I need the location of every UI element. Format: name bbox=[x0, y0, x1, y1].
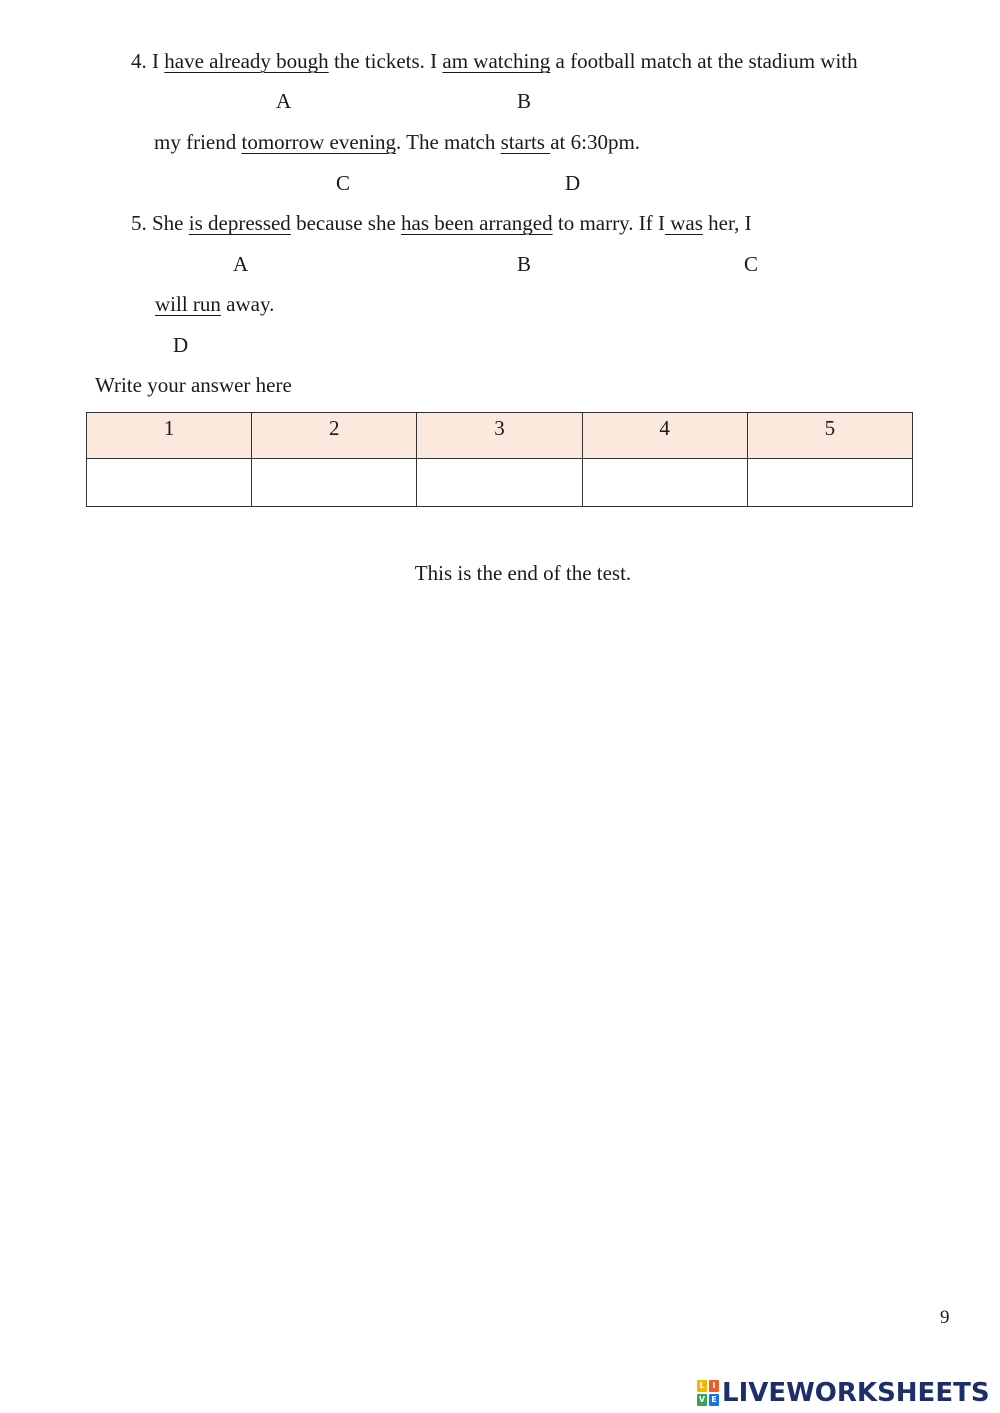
underlined-option-c: tomorrow evening bbox=[241, 130, 397, 154]
answer-table-input-row bbox=[87, 459, 913, 507]
underlined-option-a: have already bough bbox=[164, 49, 329, 73]
logo-text: LIVEWORKSHEETS bbox=[722, 1378, 990, 1408]
sentence-text: at 6:30pm. bbox=[550, 130, 641, 154]
option-letter-b: B bbox=[517, 89, 532, 113]
answer-table bbox=[86, 412, 913, 507]
question-number: 5. bbox=[131, 211, 147, 235]
underlined-option-a: is depressed bbox=[188, 211, 291, 235]
sentence-text: my friend bbox=[154, 130, 242, 154]
logo-mark-letter: I bbox=[709, 1380, 719, 1392]
answer-cell-1[interactable] bbox=[87, 459, 252, 507]
sentence-text: . The match bbox=[396, 130, 501, 154]
underlined-option-d: will run bbox=[155, 292, 221, 316]
option-letter-d: D bbox=[173, 333, 189, 357]
question-number: 4. bbox=[131, 49, 147, 73]
answer-column-header: 5 bbox=[747, 413, 912, 459]
underlined-option-d: starts bbox=[500, 130, 551, 154]
answer-prompt: Write your answer here bbox=[95, 373, 292, 397]
option-letter-a: A bbox=[233, 252, 249, 276]
underlined-option-c: was bbox=[664, 211, 703, 235]
sentence-text: the tickets. I bbox=[328, 49, 443, 73]
sentence-text: a football match at the stadium with bbox=[550, 49, 858, 73]
page-number: 9 bbox=[940, 1307, 950, 1328]
liveworksheets-logo bbox=[697, 1380, 990, 1406]
answer-cell-5[interactable] bbox=[747, 459, 912, 507]
answer-column-header: 2 bbox=[252, 413, 417, 459]
sentence-text: away. bbox=[220, 292, 275, 316]
logo-mark-letter: V bbox=[698, 1395, 706, 1404]
option-letter-b: B bbox=[517, 252, 532, 276]
logo-mark-letter: E bbox=[709, 1394, 719, 1406]
answer-cell-4[interactable] bbox=[582, 459, 747, 507]
option-letter-d: D bbox=[565, 171, 581, 195]
end-of-test-note: This is the end of the test. bbox=[414, 561, 632, 585]
sentence-text: She bbox=[152, 211, 189, 235]
answer-column-header: 1 bbox=[87, 413, 252, 459]
answer-column-header: 3 bbox=[417, 413, 582, 459]
option-letter-a: A bbox=[276, 89, 292, 113]
option-letter-c: C bbox=[336, 171, 351, 195]
sentence-text: because she bbox=[290, 211, 402, 235]
liveworksheets-mark-icon bbox=[697, 1380, 719, 1406]
sentence-text: to marry. If I bbox=[552, 211, 665, 235]
answer-column-header: 4 bbox=[582, 413, 747, 459]
sentence-text: I bbox=[152, 49, 165, 73]
answer-cell-3[interactable] bbox=[417, 459, 582, 507]
sentence-text: her, I bbox=[702, 211, 752, 235]
question-4-line-1 bbox=[131, 51, 858, 72]
question-5-line-2 bbox=[155, 294, 274, 315]
answer-table-header-row bbox=[87, 413, 913, 459]
logo-mark-letter: L bbox=[697, 1380, 707, 1392]
question-5-line-1 bbox=[131, 213, 752, 234]
answer-cell-2[interactable] bbox=[252, 459, 417, 507]
underlined-option-b: has been arranged bbox=[401, 211, 553, 235]
question-4-line-2 bbox=[154, 132, 640, 153]
underlined-option-b: am watching bbox=[442, 49, 551, 73]
option-letter-c: C bbox=[744, 252, 759, 276]
